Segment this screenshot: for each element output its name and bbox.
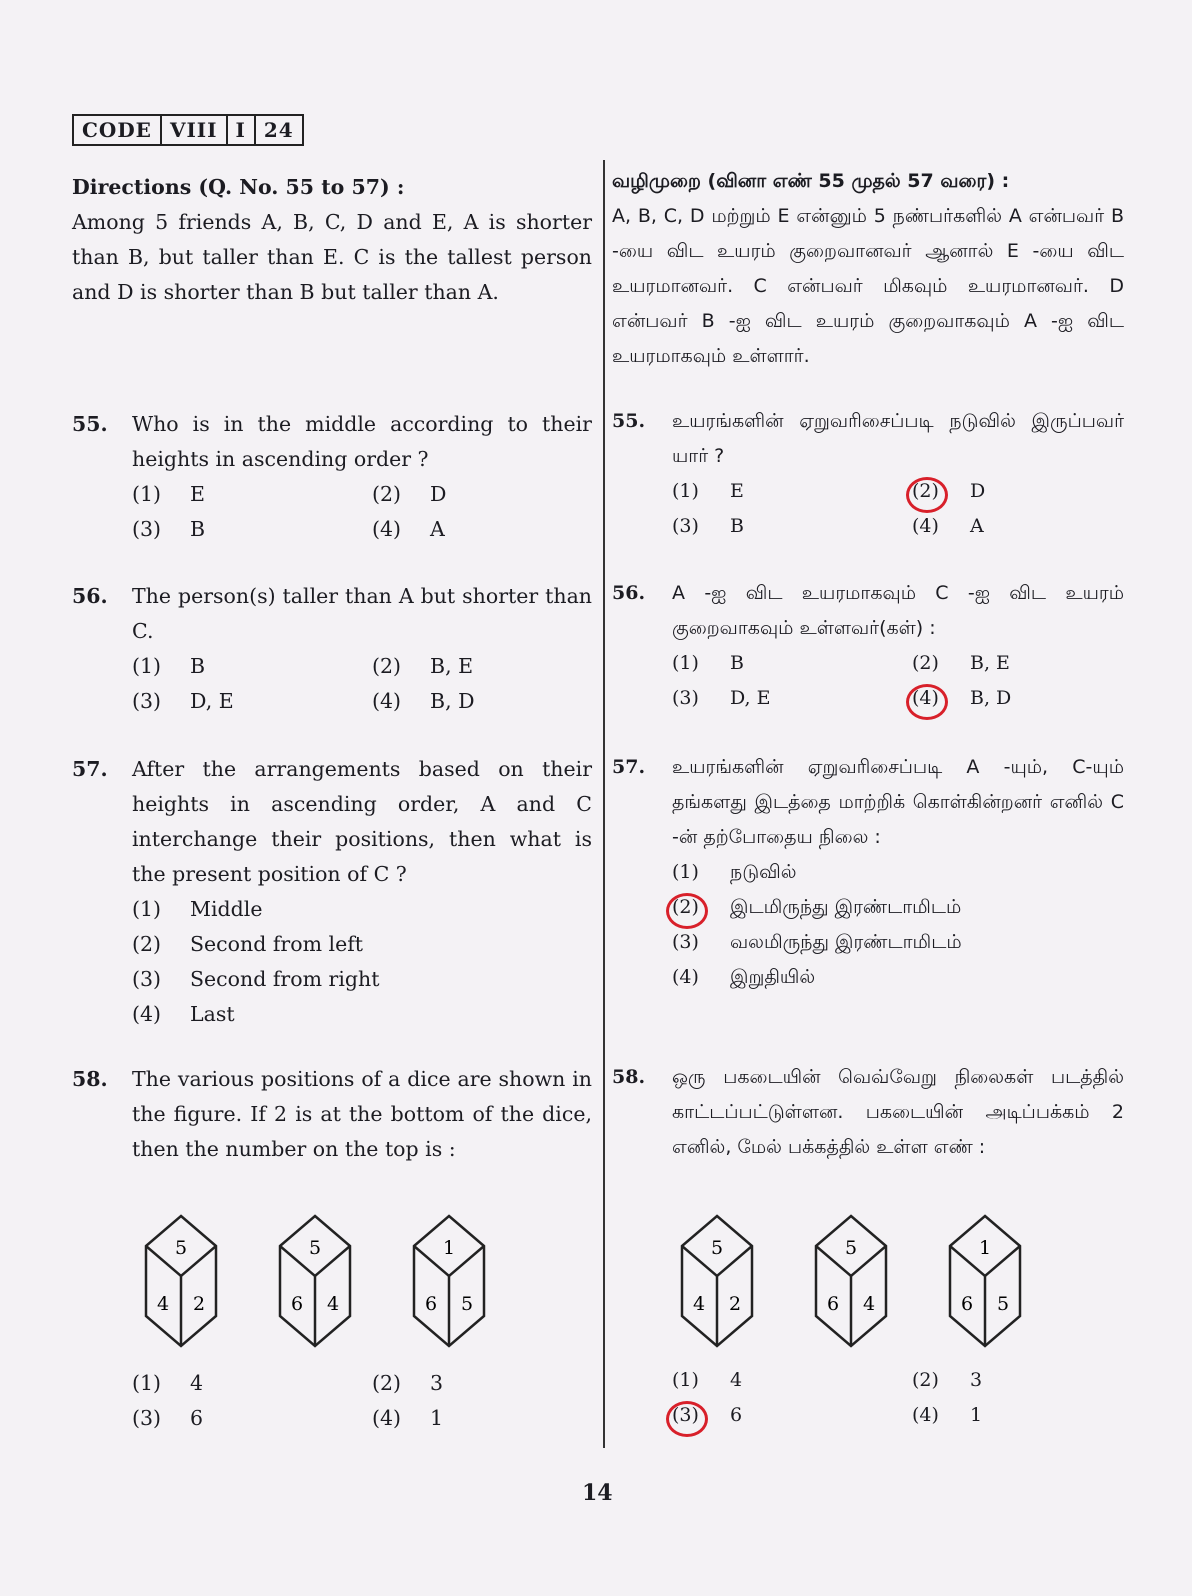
option[interactable]: (2) 3: [912, 1369, 983, 1391]
dice-face-top: 5: [710, 1237, 724, 1259]
options: [672, 646, 1124, 716]
dice-face-left: 6: [960, 1293, 974, 1315]
directions-text: A, B, C, D மற்றும் E என்னும் 5 நண்பர்களில் A என்பவர் B -யை விட உயரம் குறைவானவர் ஆனால் E -யை விட உயரமானவர். C என்பவர் மிகவும் உயரமானவர். D என்பவர் B -ஐ விட உயரம் குறைவாகவும் A -ஐ விட உயரமாகவும் உள்ளார்.: [612, 205, 1124, 367]
dice-face-right: 5: [996, 1293, 1010, 1315]
option[interactable]: (1) 4: [132, 1371, 204, 1395]
question-number: 57.: [72, 757, 108, 781]
dice-face-left: 4: [692, 1293, 706, 1315]
options: [132, 1366, 652, 1436]
options: [672, 855, 1124, 995]
question-text: The various positions of a dice are shown in the figure. If 2 is at the bottom of the dice, then the number on the top is :: [132, 1067, 592, 1161]
dice-face-right: 4: [862, 1293, 876, 1315]
question-55: [612, 404, 1124, 544]
option[interactable]: (1) E: [132, 482, 205, 506]
option[interactable]: (4) B, D: [372, 689, 475, 713]
option[interactable]: (2) B, E: [372, 654, 474, 678]
code-label: CODE: [74, 116, 162, 144]
option[interactable]: (3) வலமிருந்து இரண்டாமிடம்: [672, 931, 962, 953]
option[interactable]: (3) B: [672, 515, 744, 537]
directions: [612, 164, 1124, 374]
option[interactable]: (2) Second from left: [132, 932, 364, 956]
dice-1: [146, 1216, 216, 1346]
dice-2: [816, 1216, 886, 1346]
directions-title: Directions (Q. No. 55 to 57) :: [72, 175, 405, 199]
directions-text: Among 5 friends A, B, C, D and E, A is shorter than B, but taller than E. C is the tallest person and D is shorter than B but taller than A.: [72, 210, 592, 304]
dice-face-left: 6: [826, 1293, 840, 1315]
question-text: Who is in the middle according to their heights in ascending order ?: [132, 412, 592, 471]
option[interactable]: (1) B: [672, 652, 744, 674]
options: [132, 892, 592, 1032]
option[interactable]: (3) 6: [132, 1406, 204, 1430]
option[interactable]: (4) இறுதியில்: [672, 966, 816, 988]
question-text: The person(s) taller than A but shorter than C.: [132, 584, 592, 643]
question-58: [72, 1062, 592, 1167]
question-text: After the arrangements based on their heights in ascending order, A and C interchange their positions, then what is the present position of C ?: [132, 757, 592, 886]
dice-figure-english: [130, 1208, 500, 1358]
question-58: [612, 1060, 1124, 1165]
options: [132, 477, 592, 547]
exam-code-box: [72, 114, 304, 146]
code-part: 24: [263, 118, 294, 142]
question-number: 58.: [72, 1067, 108, 1091]
dice-3: [414, 1216, 484, 1346]
dice-face-left: 6: [424, 1293, 438, 1315]
code-part: I: [228, 116, 256, 144]
option[interactable]: (1) 4: [672, 1369, 743, 1391]
question-56: [72, 579, 592, 719]
dice-2: [280, 1216, 350, 1346]
dice-1: [682, 1216, 752, 1346]
options: [672, 474, 1124, 544]
option[interactable]: (1) B: [132, 654, 206, 678]
directions-title: வழிமுறை (வினா எண் 55 முதல் 57 வரை) :: [612, 170, 1010, 192]
question-text: A -ஐ விட உயரமாகவும் C -ஐ விட உயரம் குறைவாகவும் உள்ளவர்(கள்) :: [672, 582, 1124, 639]
question-text: உயரங்களின் ஏறுவரிசைப்படி A -யும், C-யும் தங்களது இடத்தை மாற்றிக் கொள்கின்றனர் எனில் C -ன் தற்போதைய நிலை :: [672, 756, 1124, 848]
dice-face-top: 5: [308, 1237, 322, 1259]
question-number: 58.: [612, 1066, 646, 1088]
option-marked[interactable]: (3) 6: [672, 1398, 912, 1433]
dice-face-top: 5: [174, 1237, 188, 1259]
option[interactable]: (4) 1: [372, 1406, 444, 1430]
option-marked[interactable]: (2) இடமிருந்து இரண்டாமிடம்: [672, 890, 1124, 925]
question-55: [72, 407, 592, 547]
dice-face-right: 2: [192, 1293, 206, 1315]
options: [672, 1363, 1184, 1433]
option[interactable]: (3) D, E: [132, 689, 234, 713]
option[interactable]: (1) E: [672, 480, 744, 502]
option[interactable]: (3) D, E: [672, 687, 771, 709]
dice-face-top: 5: [844, 1237, 858, 1259]
option[interactable]: (3) Second from right: [132, 967, 380, 991]
option[interactable]: (4) A: [912, 515, 984, 537]
option[interactable]: (1) Middle: [132, 897, 263, 921]
code-part: VIII: [162, 116, 228, 144]
option[interactable]: (4) A: [372, 517, 445, 541]
question-number: 56.: [72, 584, 108, 608]
page-number: 14: [582, 1480, 613, 1506]
option[interactable]: (2) 3: [372, 1371, 444, 1395]
option[interactable]: (4) Last: [132, 1002, 235, 1026]
dice-figure-tamil: [666, 1208, 1036, 1358]
dice-face-left: 6: [290, 1293, 304, 1315]
options: [132, 649, 592, 719]
dice-face-left: 4: [156, 1293, 170, 1315]
option[interactable]: (2) D: [372, 482, 447, 506]
question-57: [72, 752, 592, 1032]
question-text: உயரங்களின் ஏறுவரிசைப்படி நடுவில் இருப்பவர் யார் ?: [672, 410, 1124, 467]
question-text: ஒரு பகடையின் வெவ்வேறு நிலைகள் படத்தில் காட்டப்பட்டுள்ளன. பகடையின் அடிப்பக்கம் 2 எனில், மேல் பக்கத்தில் உள்ள எண் :: [672, 1066, 1124, 1158]
option[interactable]: (4) 1: [912, 1404, 983, 1426]
option[interactable]: (3) B: [132, 517, 206, 541]
dice-3: [950, 1216, 1020, 1346]
question-number: 55.: [72, 412, 108, 436]
dice-face-right: 2: [728, 1293, 742, 1315]
column-divider: [603, 160, 605, 1448]
question-57: [612, 750, 1124, 995]
question-number: 55.: [612, 410, 646, 432]
directions: [72, 170, 592, 310]
dice-face-top: 1: [978, 1237, 992, 1259]
option-marked[interactable]: (4) B, D: [912, 681, 1124, 716]
option[interactable]: (1) நடுவில்: [672, 861, 797, 883]
option-marked[interactable]: (2) D: [912, 474, 1124, 509]
option[interactable]: (2) B, E: [912, 652, 1010, 674]
dice-face-right: 5: [460, 1293, 474, 1315]
dice-face-top: 1: [442, 1237, 456, 1259]
question-56: [612, 576, 1124, 716]
question-number: 57.: [612, 756, 646, 778]
dice-face-right: 4: [326, 1293, 340, 1315]
question-number: 56.: [612, 582, 646, 604]
